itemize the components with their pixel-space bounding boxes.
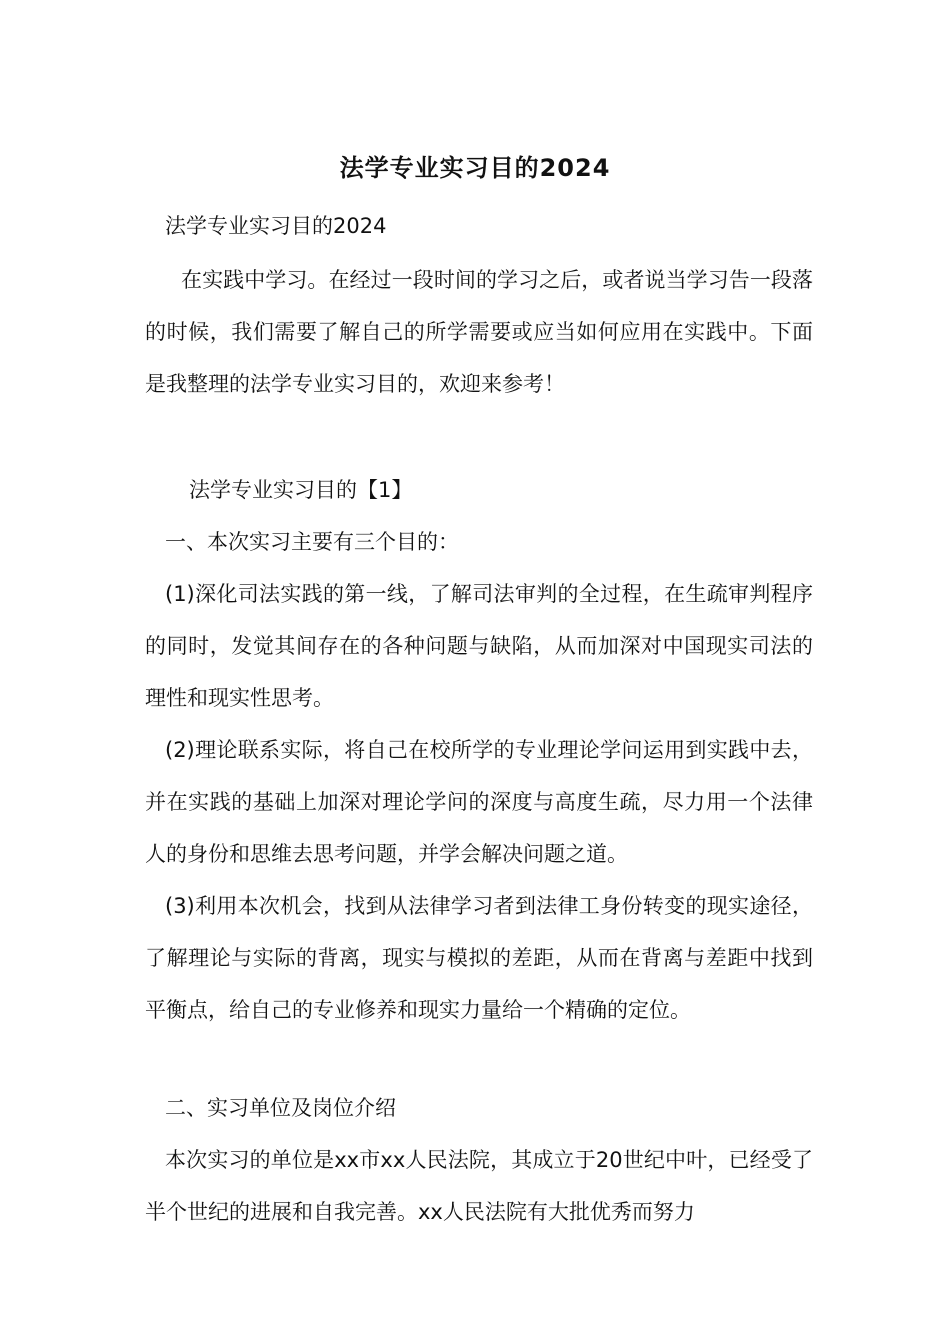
heading-unit: 二、实习单位及岗位介绍 (165, 1096, 396, 1120)
document-subtitle: 法学专业实习目的2024 (165, 214, 387, 238)
document-title: 法学专业实习目的2024 (339, 154, 611, 182)
intro-paragraph: 在实践中学习。在经过一段时间的学习之后，或者说当学习告一段落的时候，我们需要了解自己的所学需要或应当如何应用在实践中。下面是我整理的法学专业实习目的，欢迎来参考！ (145, 268, 813, 396)
section-title: 法学专业实习目的【1】 (189, 478, 413, 502)
purpose-item-2: (2)理论联系实际，将自己在校所学的专业理论学问运用到实践中去，并在实践的基础上加深对理论学问的深度与高度生疏，尽力用一个法律人的身份和思维去思考问题，并学会解决问题之道。 (145, 738, 813, 866)
unit-paragraph: 本次实习的单位是xx市xx人民法院，其成立于20世纪中叶，已经受了半个世纪的进展和自我完善。xx人民法院有大批优秀而努力 (145, 1148, 813, 1224)
heading-purposes: 一、本次实习主要有三个目的： (165, 530, 459, 554)
purpose-item-1: (1)深化司法实践的第一线，了解司法审判的全过程，在生疏审判程序的同时，发觉其间存在的各种问题与缺陷，从而加深对中国现实司法的理性和现实性思考。 (145, 582, 813, 710)
purpose-item-3: (3)利用本次机会，找到从法律学习者到法律工身份转变的现实途径，了解理论与实际的背离，现实与模拟的差距，从而在背离与差距中找到平衡点，给自己的专业修养和现实力量给一个精确的定位。 (145, 894, 813, 1022)
document-body (145, 202, 813, 1238)
